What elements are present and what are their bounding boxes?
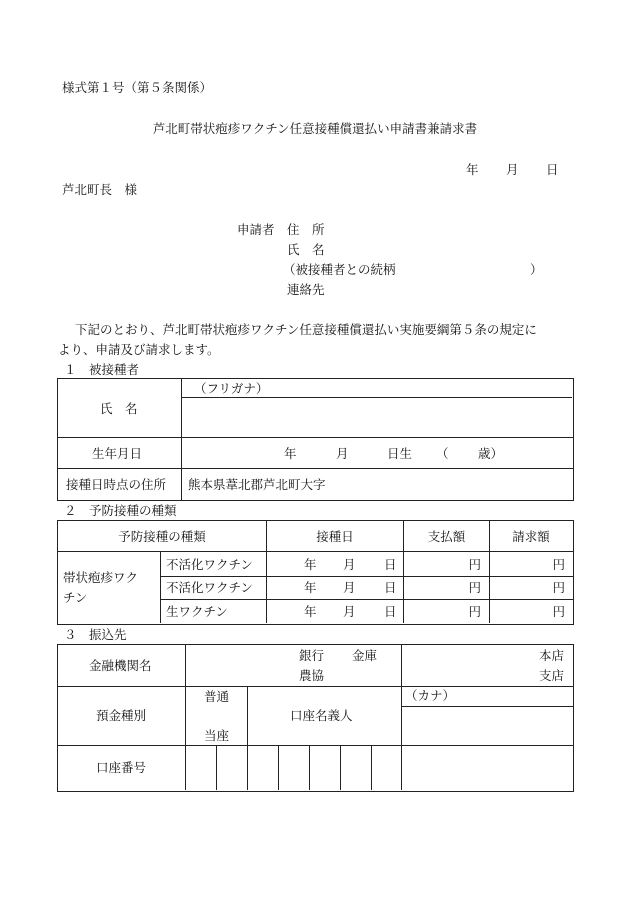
date-month-cell: 月 [343, 604, 356, 619]
page-title: 芦北町帯状疱疹ワクチン任意接種償還払い申請書兼請求書 [152, 121, 478, 136]
deposit-type-futsu: 普通 [204, 689, 230, 704]
vaccine-type-cell: 不活化ワクチン [166, 557, 253, 572]
body-text-line-2: より、申請及び請求します。 [58, 342, 220, 357]
branch-type-shiten: 支店 [539, 668, 565, 683]
bank-col-line [185, 644, 186, 790]
bank-name-label: 金融機関名 [89, 658, 152, 673]
deposit-type-toza: 当座 [204, 728, 230, 743]
account-digit-divider [309, 745, 310, 790]
addressee: 芦北町長 様 [62, 182, 138, 197]
paid-amount-cell: 円 [468, 604, 481, 619]
bank-col-line [401, 644, 402, 790]
col-header-paid-amount: 支払額 [427, 529, 466, 544]
claim-amount-cell: 円 [552, 604, 565, 619]
date-year-cell: 年 [304, 604, 317, 619]
account-number-label: 口座番号 [96, 760, 147, 775]
date-year-label: 年 [466, 162, 479, 177]
section3-heading: ３ 振込先 [64, 627, 127, 642]
vaccine-name-line-1: 帯状疱疹ワク [63, 570, 139, 585]
vaccination-col-line [160, 551, 161, 623]
kana-label: （カナ） [405, 688, 456, 703]
bank-row-line [57, 686, 573, 687]
account-holder-label: 口座名義人 [290, 708, 353, 723]
birth-date-label: 生年月日 [92, 446, 143, 461]
applicant-relation-label: （被接種者との続柄 [283, 262, 396, 277]
account-digit-divider [278, 745, 279, 790]
vaccination-row-line [160, 576, 573, 577]
col-header-vaccine-type: 予防接種の種類 [118, 529, 206, 544]
bank-type-ginko: 銀行 [299, 648, 325, 663]
section1-heading: １ 被接種者 [64, 362, 140, 377]
form-label: 様式第１号（第５条関係） [62, 80, 213, 95]
address-at-vaccination-label: 接種日時点の住所 [66, 477, 167, 492]
recipient-row-line [57, 437, 573, 438]
age-open: （ [436, 446, 449, 461]
date-day-cell: 日 [384, 580, 397, 595]
recipient-furigana-line [181, 397, 572, 398]
body-text-line-1: 下記のとおり、芦北町帯状疱疹ワクチン任意接種償還払い実施要綱第５条の規定に [75, 322, 537, 337]
birth-month-label: 月 [336, 446, 349, 461]
account-digit-divider [340, 745, 341, 790]
address-at-vaccination-value: 熊本県葦北郡芦北町大字 [188, 477, 326, 492]
recipient-name-label: 氏 名 [100, 401, 138, 416]
date-month-cell: 月 [343, 580, 356, 595]
applicant-address-label: 住 所 [287, 222, 325, 237]
date-day-cell: 日 [384, 557, 397, 572]
applicant-relation-close: ） [530, 262, 543, 277]
account-digit-divider [247, 745, 248, 790]
deposit-col-line [247, 686, 248, 745]
vaccine-name-line-2: チン [63, 590, 88, 605]
date-year-cell: 年 [304, 557, 317, 572]
birth-year-label: 年 [284, 446, 297, 461]
col-header-vaccination-date: 接種日 [316, 529, 354, 544]
account-digit-divider [371, 745, 372, 790]
date-month-label: 月 [506, 162, 519, 177]
bank-type-nokyo: 農協 [299, 668, 325, 683]
age-label: 歳） [478, 446, 504, 461]
paid-amount-cell: 円 [468, 580, 481, 595]
col-header-claim-amount: 請求額 [512, 529, 550, 544]
vaccine-type-cell: 不活化ワクチン [166, 580, 253, 595]
deposit-type-label: 預金種別 [96, 708, 147, 723]
account-digit-divider [216, 745, 217, 790]
date-day-label: 日 [546, 162, 559, 177]
furigana-label: （フリガナ） [194, 381, 269, 396]
branch-type-honten: 本店 [539, 648, 565, 663]
kana-line [401, 706, 573, 707]
date-month-cell: 月 [343, 557, 356, 572]
applicant-contact-label: 連絡先 [287, 282, 325, 297]
claim-amount-cell: 円 [552, 580, 565, 595]
claim-amount-cell: 円 [552, 557, 565, 572]
date-day-cell: 日 [384, 604, 397, 619]
vaccination-row-line [160, 599, 573, 600]
birth-day-label: 日生 [387, 446, 413, 461]
paid-amount-cell: 円 [468, 557, 481, 572]
recipient-row-line [57, 468, 573, 469]
applicant-label: 申請者 [237, 222, 275, 237]
date-year-cell: 年 [304, 580, 317, 595]
vaccination-header-line [57, 551, 573, 552]
applicant-name-label: 氏 名 [287, 242, 325, 257]
bank-row-line [57, 745, 573, 746]
vaccine-type-cell: 生ワクチン [166, 604, 228, 619]
section2-heading: ２ 予防接種の種類 [64, 503, 177, 518]
bank-type-kinko: 金庫 [352, 648, 378, 663]
